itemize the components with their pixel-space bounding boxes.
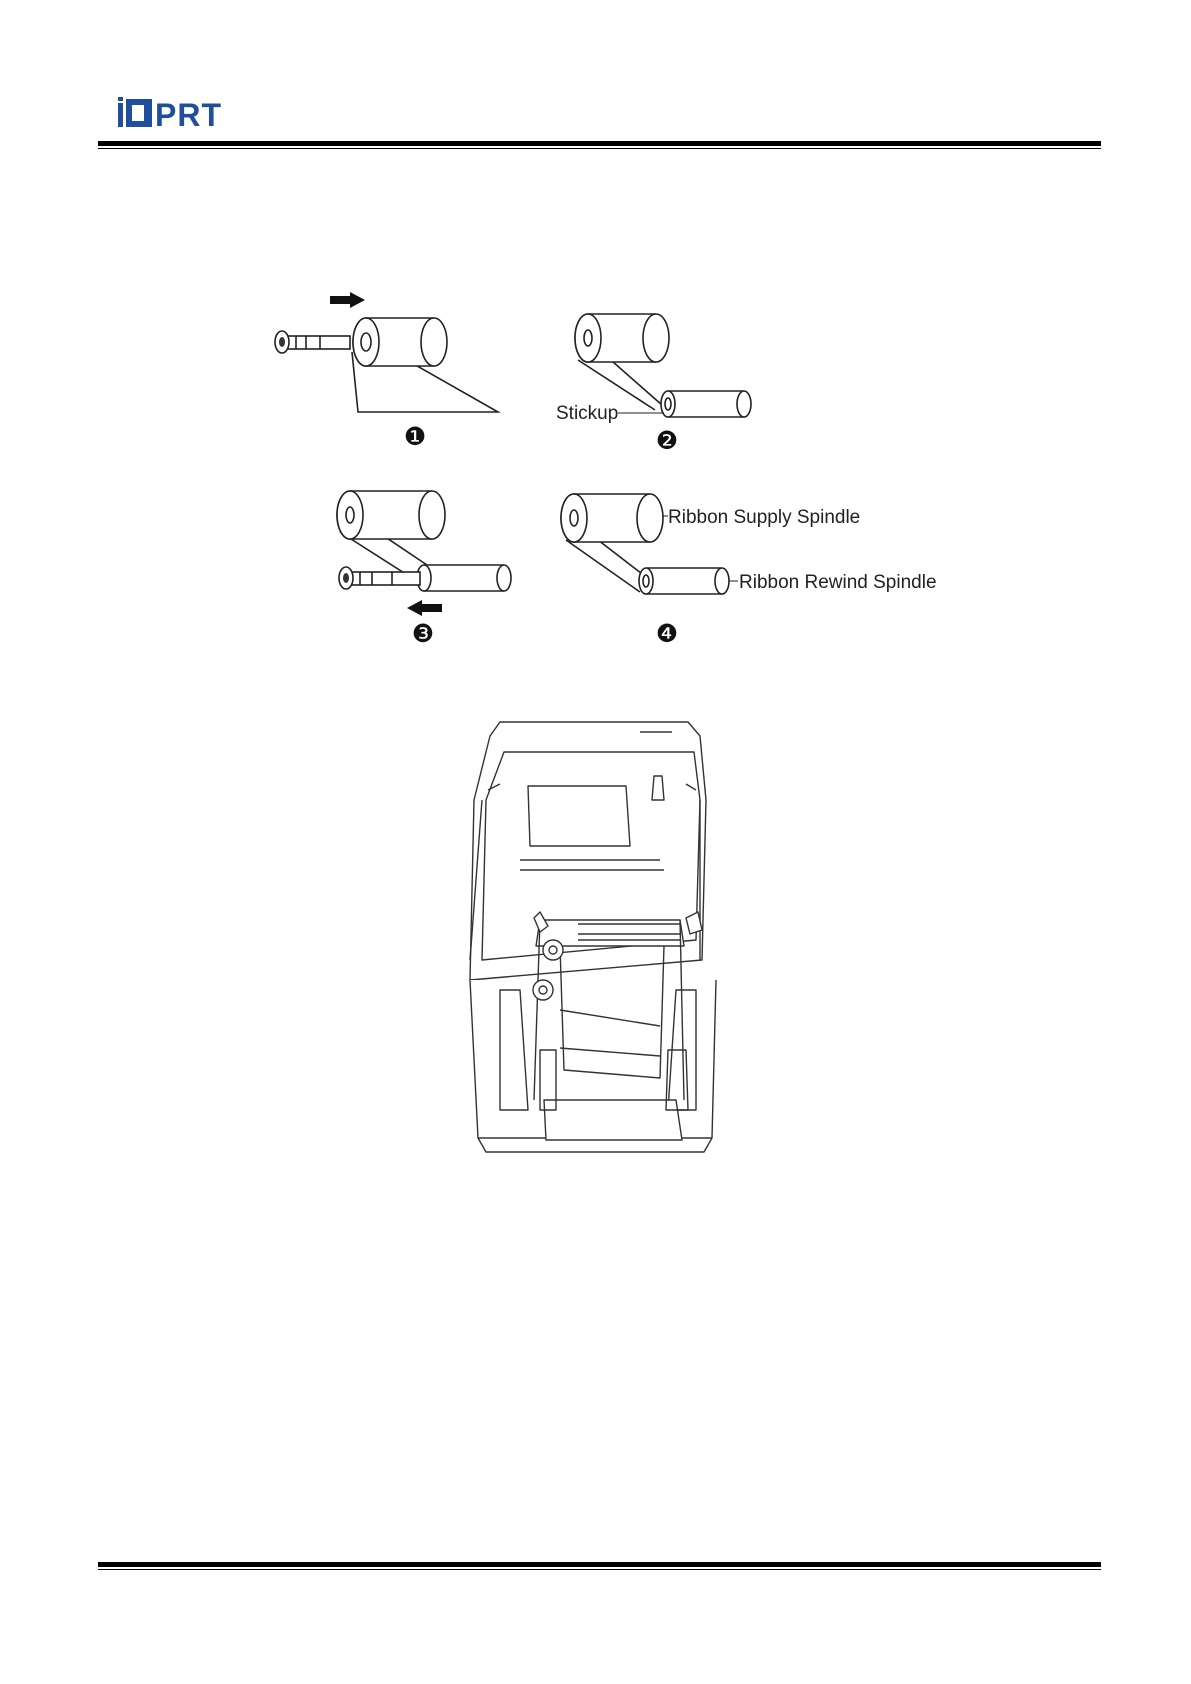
- label-ribbon-supply-spindle: Ribbon Supply Spindle: [668, 507, 861, 528]
- step-number-3: ❸: [411, 620, 435, 648]
- label-stickup: Stickup: [556, 403, 619, 424]
- footer-rule-thin: [98, 1569, 1101, 1570]
- step-number-1: ❶: [403, 423, 427, 451]
- label-ribbon-rewind-spindle: Ribbon Rewind Spindle: [739, 572, 937, 593]
- svg-text:PRT: PRT: [155, 97, 222, 131]
- step-number-2: ❷: [655, 427, 679, 455]
- printer-base: [470, 980, 716, 1152]
- footer-rule: [98, 1562, 1101, 1567]
- step-number-4: ❹: [655, 620, 679, 648]
